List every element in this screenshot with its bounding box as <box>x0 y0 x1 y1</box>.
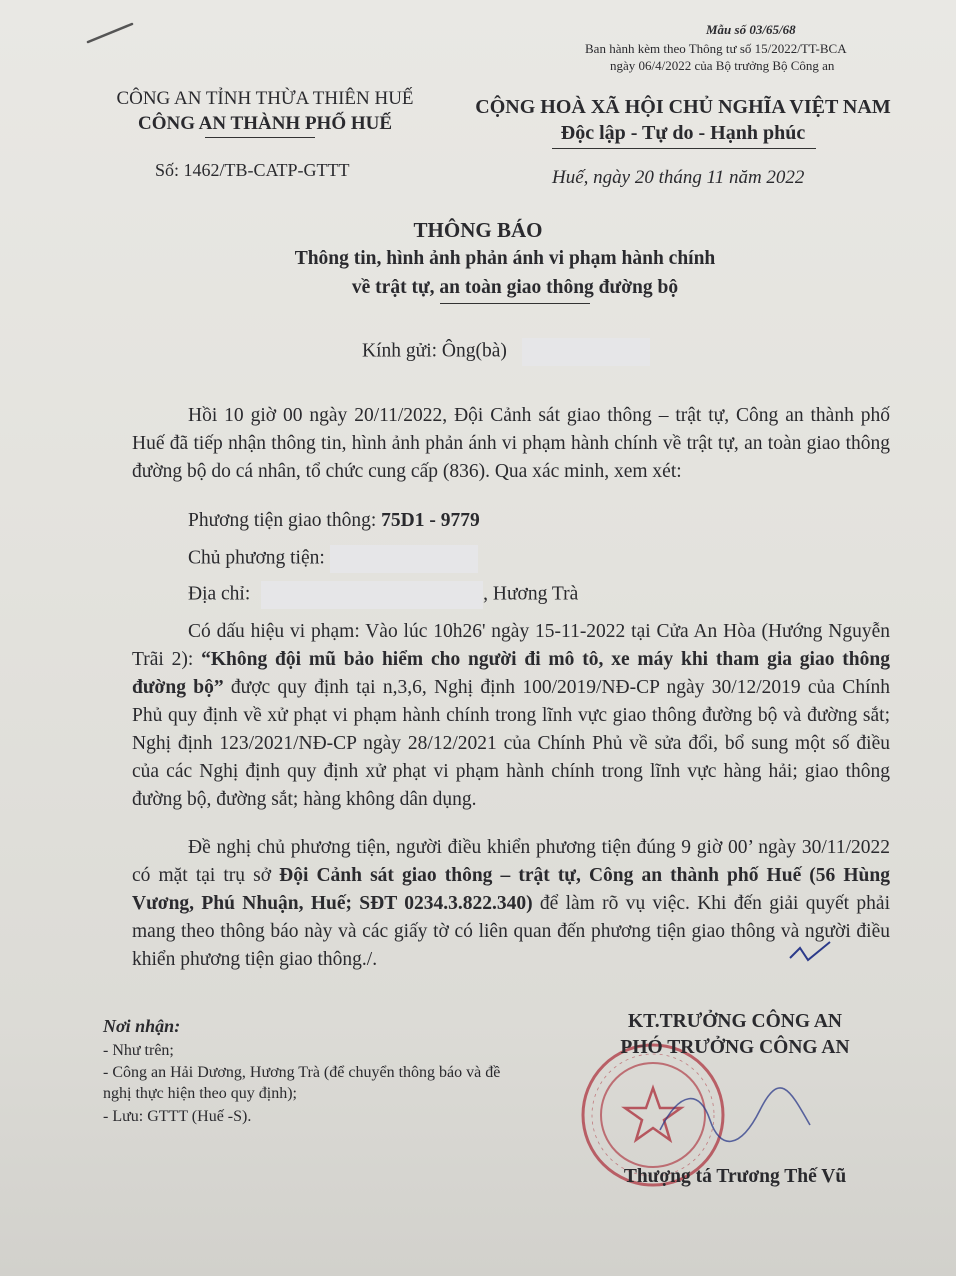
paragraph-violation <box>132 618 890 814</box>
violation-legal-basis: được quy định tại n,3,6, Nghị định 100/2019/NĐ-CP ngày 30/12/2019 của Chính Phủ quy định về xử phạt vi phạm hành chính trong lĩnh vực giao thông đường bộ và đường sắt; Nghị định 123/2021/NĐ-CP ngày 28/12/2021 của Chính Phủ về sửa đổi, bổ sung một số điều của các Nghị định quy định xử phạt vi phạm hành chính trong lĩnh vực hàng hải; giao thông đường bộ, đường sắt; hàng không dân dụng. <box>132 677 890 810</box>
violation-description: “Không đội mũ bảo hiểm cho người đi mô tô, xe máy khi tham gia giao thông đường bộ” <box>132 649 890 698</box>
signer-name: Thượng tá Trương Thế Vũ <box>623 1166 847 1187</box>
violation-intro: Có dấu hiệu vi phạm: Vào lúc 10h26' ngày 15-11-2022 tại Cửa An Hòa (Hướng Nguyễn Trãi 2): <box>132 621 890 670</box>
agency-parent: CÔNG AN TỈNH THỪA THIÊN HUẾ <box>116 88 414 109</box>
paragraph-request <box>132 834 890 974</box>
pen-tick <box>786 936 836 966</box>
vehicle-line <box>188 510 480 532</box>
agency-underline <box>205 137 315 138</box>
signature-title: KT.TRƯỞNG CÔNG AN <box>628 1011 842 1032</box>
form-issued-line1: Ban hành kèm theo Thông tư số 15/2022/TT-BCA <box>585 41 847 56</box>
greeting-line <box>362 338 650 366</box>
recipient-item: - Như trên; <box>103 1042 174 1059</box>
vehicle-label: Phương tiện giao thông: <box>188 510 382 531</box>
address-line <box>188 581 578 609</box>
form-code: Mẫu số 03/65/68 <box>706 22 796 37</box>
owner-label: Chủ phương tiện: <box>188 547 330 569</box>
owner-line <box>188 545 478 573</box>
request-intro: Đề nghị chủ phương tiện, người điều khiển phương tiện đúng 9 giờ 00’ ngày 30/11/2022 có mặt tại trụ sở <box>132 837 890 886</box>
signature-subtitle: PHÓ TRƯỞNG CÔNG AN <box>620 1037 850 1058</box>
pen-mark <box>80 18 140 48</box>
greeting-label: Kính gửi: Ông(bà) <box>362 340 507 362</box>
document-number: Số: 1462/TB-CATP-GTTT <box>155 160 350 180</box>
request-closing: để làm rõ vụ việc. Khi đến giải quyết phải mang theo thông báo này và các giấy tờ có liên quan đến phương tiện giao thông và người điều khiển phương tiện giao thông./. <box>132 893 890 970</box>
paragraph-received: Hồi 10 giờ 00 ngày 20/11/2022, Đội Cảnh sát giao thông – trật tự, Công an thành phố Huế đã tiếp nhận thông tin, hình ảnh phản ánh vi phạm hành chính về trật tự, an toàn giao thông đường bộ do cá nhân, tổ chức cung cấp (836). Qua xác minh, xem xét: <box>132 405 890 482</box>
document-subtitle-1: Thông tin, hình ảnh phản ánh vi phạm hành chính <box>294 248 716 269</box>
recipient-redaction <box>522 338 650 366</box>
document-title: THÔNG BÁO <box>413 218 543 242</box>
recipients-heading: Nơi nhận: <box>103 1016 181 1036</box>
motto-underline <box>552 148 816 149</box>
owner-redaction <box>330 545 478 573</box>
title-underline <box>440 303 590 304</box>
request-office: Đội Cảnh sát giao thông – trật tự, Công an thành phố Huế (56 Hùng Vương, Phú Nhuận, Huế; SĐT 0234.3.822.340) <box>132 865 890 914</box>
nation-title: CỘNG HOÀ XÃ HỘI CHỦ NGHĨA VIỆT NAM <box>475 96 891 118</box>
vehicle-plate: 75D1 - 9779 <box>381 510 480 531</box>
recipient-item: - Lưu: GTTT (Huế -S). <box>103 1108 252 1125</box>
agency-name: CÔNG AN THÀNH PHỐ HUẾ <box>137 113 393 134</box>
place-date: Huế, ngày 20 tháng 11 năm 2022 <box>552 167 805 188</box>
address-tail: , Hương Trà <box>483 583 579 605</box>
nation-motto: Độc lập - Tự do - Hạnh phúc <box>560 122 806 144</box>
recipient-item: - Công an Hải Dương, Hương Trà (để chuyển thông báo và đề nghị thực hiện theo quy định); <box>103 1064 501 1102</box>
form-issued-line2: ngày 06/4/2022 của Bộ trưởng Bộ Công an <box>610 58 835 73</box>
address-label: Địa chỉ: <box>188 583 256 605</box>
address-redaction <box>261 581 483 609</box>
handwritten-signature <box>640 1070 840 1160</box>
document-subtitle-2: về trật tự, an toàn giao thông đường bộ <box>351 277 679 298</box>
